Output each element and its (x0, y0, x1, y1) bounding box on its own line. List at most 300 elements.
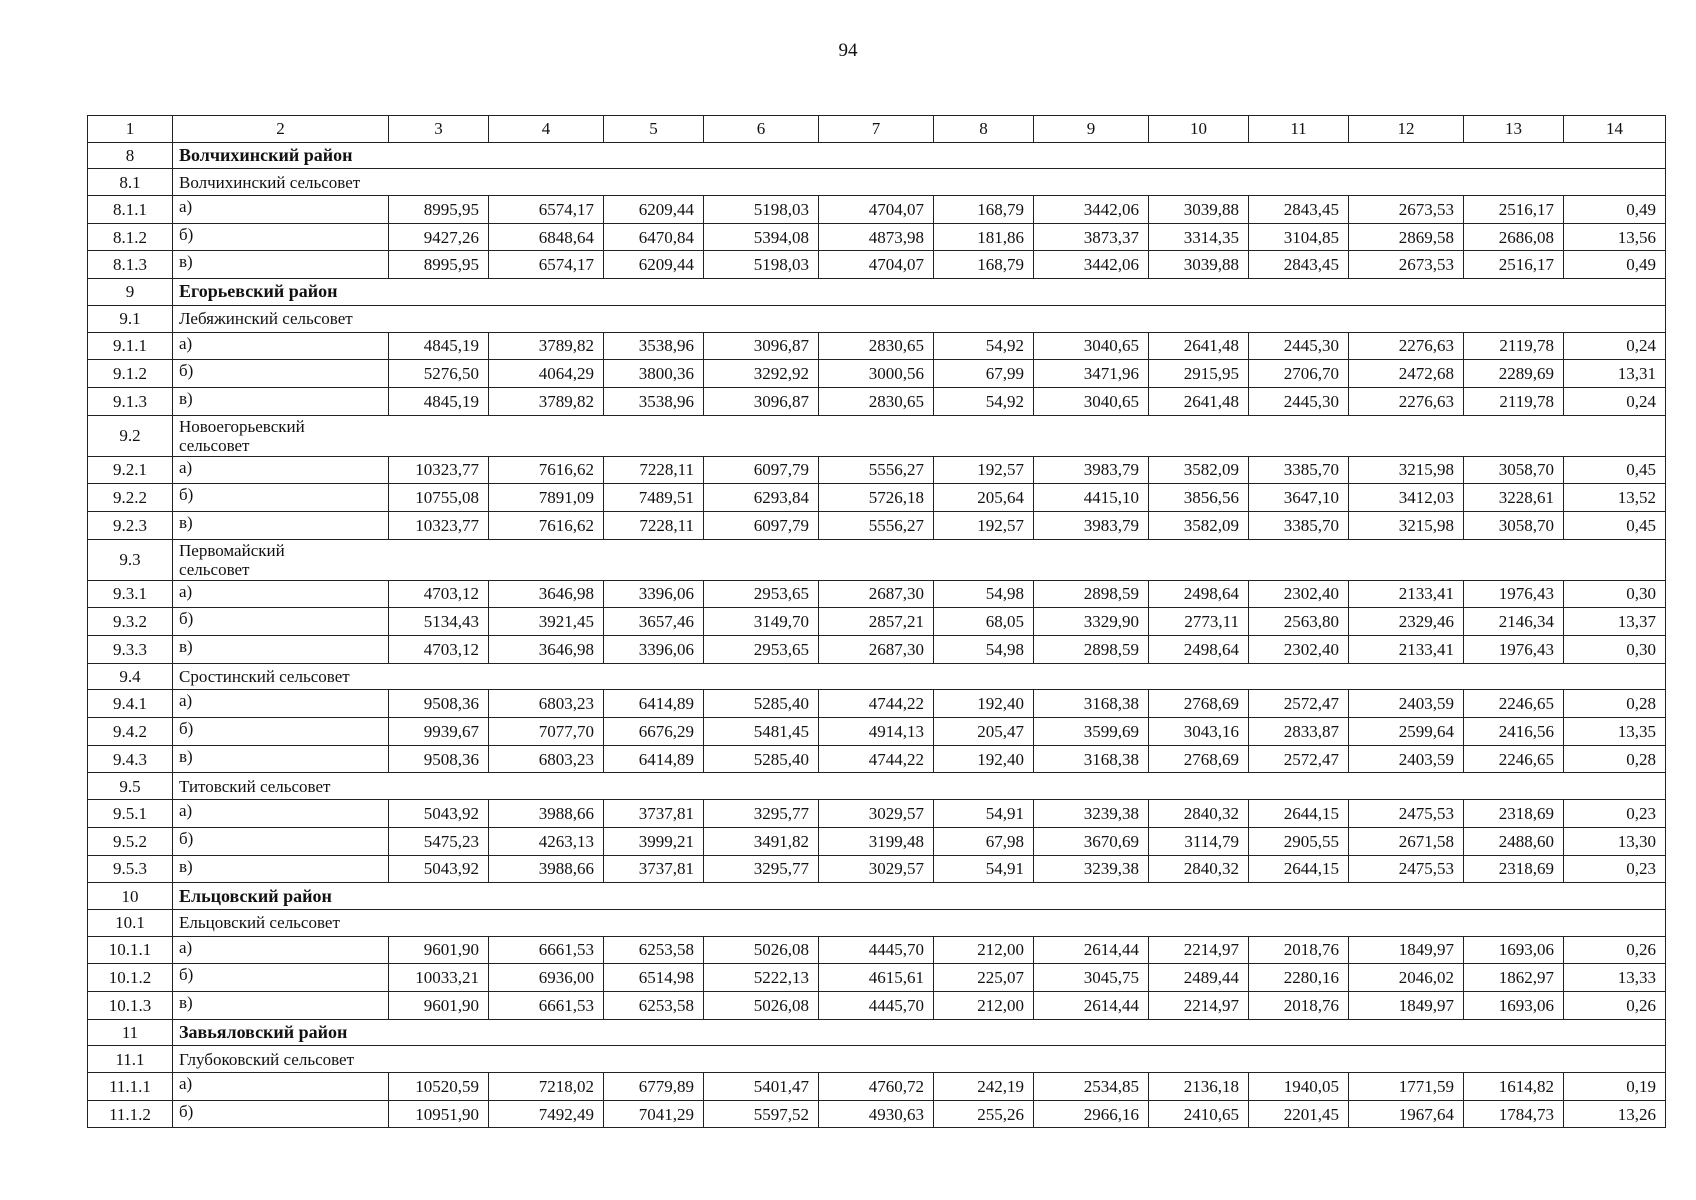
value-cell: 7489,51 (604, 484, 704, 512)
row-number: 9.4 (88, 663, 173, 690)
value-cell: 54,98 (934, 636, 1034, 664)
value-cell: 5043,92 (389, 800, 489, 828)
value-cell: 3104,85 (1249, 223, 1349, 251)
table-row (88, 608, 1666, 636)
value-cell: 4845,19 (389, 332, 489, 360)
variant-label: б) (173, 360, 389, 388)
value-cell: 2671,58 (1349, 827, 1464, 855)
table-row (88, 387, 1666, 415)
value-cell: 3442,06 (1034, 196, 1149, 224)
value-cell: 3149,70 (704, 608, 819, 636)
value-cell: 2119,78 (1464, 332, 1564, 360)
value-cell: 4930,63 (819, 1100, 934, 1128)
value-cell: 1862,97 (1464, 964, 1564, 992)
value-cell: 4704,07 (819, 196, 934, 224)
value-cell: 192,40 (934, 745, 1034, 773)
variant-label: а) (173, 456, 389, 484)
row-number: 9.5 (88, 773, 173, 800)
variant-label: а) (173, 332, 389, 360)
table-row (88, 936, 1666, 964)
value-cell: 3737,81 (604, 855, 704, 883)
value-cell: 3096,87 (704, 332, 819, 360)
value-cell: 5043,92 (389, 855, 489, 883)
council-name: Титовский сельсовет (173, 773, 1666, 800)
value-cell: 2488,60 (1464, 827, 1564, 855)
value-cell: 5285,40 (704, 690, 819, 718)
table-row (88, 456, 1666, 484)
council-row (88, 169, 1666, 196)
value-cell: 6514,98 (604, 964, 704, 992)
value-cell: 3215,98 (1349, 456, 1464, 484)
column-number-header: 9 (1034, 116, 1149, 143)
row-number: 9.1.3 (88, 387, 173, 415)
value-cell: 2133,41 (1349, 580, 1464, 608)
value-cell: 4703,12 (389, 580, 489, 608)
value-cell: 3538,96 (604, 387, 704, 415)
variant-label: а) (173, 580, 389, 608)
value-cell: 3999,21 (604, 827, 704, 855)
value-cell: 3988,66 (489, 855, 604, 883)
value-cell: 54,92 (934, 387, 1034, 415)
value-cell: 5394,08 (704, 223, 819, 251)
value-cell: 7616,62 (489, 456, 604, 484)
value-cell: 0,23 (1564, 800, 1666, 828)
row-number: 9.1 (88, 305, 173, 332)
table-row (88, 1100, 1666, 1128)
value-cell: 2966,16 (1034, 1100, 1149, 1128)
value-cell: 3314,35 (1149, 223, 1249, 251)
value-cell: 5475,23 (389, 827, 489, 855)
value-cell: 4064,29 (489, 360, 604, 388)
value-cell: 2687,30 (819, 580, 934, 608)
value-cell: 13,35 (1564, 718, 1666, 746)
value-cell: 2403,59 (1349, 690, 1464, 718)
value-cell: 2318,69 (1464, 800, 1564, 828)
value-cell: 2840,32 (1149, 800, 1249, 828)
value-cell: 0,49 (1564, 196, 1666, 224)
value-cell: 54,98 (934, 580, 1034, 608)
variant-label: а) (173, 690, 389, 718)
value-cell: 1614,82 (1464, 1073, 1564, 1101)
value-cell: 0,49 (1564, 251, 1666, 279)
value-cell: 13,33 (1564, 964, 1666, 992)
value-cell: 2119,78 (1464, 387, 1564, 415)
column-number-header: 7 (819, 116, 934, 143)
value-cell: 3168,38 (1034, 745, 1149, 773)
value-cell: 3800,36 (604, 360, 704, 388)
column-number-header: 14 (1564, 116, 1666, 143)
value-cell: 2644,15 (1249, 855, 1349, 883)
value-cell: 4914,13 (819, 718, 934, 746)
value-cell: 3873,37 (1034, 223, 1149, 251)
value-cell: 6414,89 (604, 745, 704, 773)
value-cell: 3491,82 (704, 827, 819, 855)
table-row (88, 745, 1666, 773)
value-cell: 255,26 (934, 1100, 1034, 1128)
value-cell: 3295,77 (704, 855, 819, 883)
row-number: 11.1.2 (88, 1100, 173, 1128)
row-number: 8.1.3 (88, 251, 173, 279)
value-cell: 5556,27 (819, 456, 934, 484)
value-cell: 2768,69 (1149, 745, 1249, 773)
variant-label: б) (173, 1100, 389, 1128)
district-name: Волчихинский район (173, 142, 1666, 169)
value-cell: 4845,19 (389, 387, 489, 415)
value-cell: 3114,79 (1149, 827, 1249, 855)
value-cell: 3983,79 (1034, 456, 1149, 484)
value-cell: 4704,07 (819, 251, 934, 279)
variant-label: в) (173, 855, 389, 883)
value-cell: 54,91 (934, 855, 1034, 883)
council-row (88, 1046, 1666, 1073)
value-cell: 2905,55 (1249, 827, 1349, 855)
value-cell: 1771,59 (1349, 1073, 1464, 1101)
value-cell: 192,57 (934, 511, 1034, 539)
value-cell: 3040,65 (1034, 332, 1149, 360)
value-cell: 3228,61 (1464, 484, 1564, 512)
row-number: 9.5.3 (88, 855, 173, 883)
value-cell: 3329,90 (1034, 608, 1149, 636)
value-cell: 3058,70 (1464, 456, 1564, 484)
table-row (88, 718, 1666, 746)
value-cell: 6414,89 (604, 690, 704, 718)
value-cell: 3789,82 (489, 332, 604, 360)
value-cell: 4263,13 (489, 827, 604, 855)
value-cell: 7228,11 (604, 456, 704, 484)
value-cell: 3670,69 (1034, 827, 1149, 855)
value-cell: 0,26 (1564, 936, 1666, 964)
variant-label: в) (173, 387, 389, 415)
value-cell: 3045,75 (1034, 964, 1149, 992)
value-cell: 6779,89 (604, 1073, 704, 1101)
value-cell: 2673,53 (1349, 251, 1464, 279)
value-cell: 4445,70 (819, 991, 934, 1019)
value-cell: 205,47 (934, 718, 1034, 746)
value-cell: 2898,59 (1034, 580, 1149, 608)
value-cell: 3295,77 (704, 800, 819, 828)
council-name: Сростинский сельсовет (173, 663, 1666, 690)
value-cell: 9601,90 (389, 936, 489, 964)
value-cell: 0,30 (1564, 580, 1666, 608)
value-cell: 3983,79 (1034, 511, 1149, 539)
value-cell: 2133,41 (1349, 636, 1464, 664)
table-row (88, 690, 1666, 718)
district-row (88, 279, 1666, 306)
value-cell: 5556,27 (819, 511, 934, 539)
value-cell: 0,28 (1564, 690, 1666, 718)
council-name-text: Новоегорьевский сельсовет (179, 416, 305, 455)
council-name: Ельцовский сельсовет (173, 909, 1666, 936)
value-cell: 3039,88 (1149, 251, 1249, 279)
value-cell: 212,00 (934, 936, 1034, 964)
value-cell: 2246,65 (1464, 745, 1564, 773)
table-row (88, 196, 1666, 224)
row-number: 11.1 (88, 1046, 173, 1073)
value-cell: 13,52 (1564, 484, 1666, 512)
value-cell: 3385,70 (1249, 456, 1349, 484)
value-cell: 2843,45 (1249, 251, 1349, 279)
value-cell: 10520,59 (389, 1073, 489, 1101)
value-cell: 7228,11 (604, 511, 704, 539)
value-cell: 7492,49 (489, 1100, 604, 1128)
table-row (88, 991, 1666, 1019)
value-cell: 2614,44 (1034, 936, 1149, 964)
value-cell: 2572,47 (1249, 745, 1349, 773)
value-cell: 2416,56 (1464, 718, 1564, 746)
value-cell: 6097,79 (704, 456, 819, 484)
variant-label: в) (173, 991, 389, 1019)
council-row (88, 773, 1666, 800)
value-cell: 2563,80 (1249, 608, 1349, 636)
value-cell: 3538,96 (604, 332, 704, 360)
value-cell: 10323,77 (389, 511, 489, 539)
value-cell: 5726,18 (819, 484, 934, 512)
value-cell: 2489,44 (1149, 964, 1249, 992)
value-cell: 5401,47 (704, 1073, 819, 1101)
value-cell: 0,45 (1564, 511, 1666, 539)
variant-label: б) (173, 827, 389, 855)
council-name: Волчихинский сельсовет (173, 169, 1666, 196)
value-cell: 4744,22 (819, 690, 934, 718)
value-cell: 2498,64 (1149, 636, 1249, 664)
value-cell: 6848,64 (489, 223, 604, 251)
row-number: 10.1 (88, 909, 173, 936)
value-cell: 10323,77 (389, 456, 489, 484)
row-number: 9.3 (88, 539, 173, 580)
value-cell: 3412,03 (1349, 484, 1464, 512)
value-cell: 54,91 (934, 800, 1034, 828)
value-cell: 2953,65 (704, 636, 819, 664)
row-number: 9 (88, 279, 173, 306)
value-cell: 1693,06 (1464, 936, 1564, 964)
row-number: 11.1.1 (88, 1073, 173, 1101)
value-cell: 2302,40 (1249, 580, 1349, 608)
variant-label: а) (173, 936, 389, 964)
value-cell: 5222,13 (704, 964, 819, 992)
value-cell: 3599,69 (1034, 718, 1149, 746)
value-cell: 9508,36 (389, 690, 489, 718)
value-cell: 2614,44 (1034, 991, 1149, 1019)
value-cell: 6253,58 (604, 936, 704, 964)
value-cell: 3199,48 (819, 827, 934, 855)
table-row (88, 251, 1666, 279)
council-name-text: Первомайский сельсовет (179, 540, 285, 579)
value-cell: 10951,90 (389, 1100, 489, 1128)
column-number-header: 6 (704, 116, 819, 143)
value-cell: 3040,65 (1034, 387, 1149, 415)
district-row (88, 1019, 1666, 1046)
value-cell: 2599,64 (1349, 718, 1464, 746)
council-row (88, 663, 1666, 690)
row-number: 9.2.3 (88, 511, 173, 539)
value-cell: 7218,02 (489, 1073, 604, 1101)
value-cell: 3043,16 (1149, 718, 1249, 746)
value-cell: 3239,38 (1034, 800, 1149, 828)
variant-label: а) (173, 800, 389, 828)
council-row (88, 415, 1666, 456)
variant-label: в) (173, 745, 389, 773)
variant-label: б) (173, 718, 389, 746)
value-cell: 6097,79 (704, 511, 819, 539)
value-cell: 3215,98 (1349, 511, 1464, 539)
value-cell: 3168,38 (1034, 690, 1149, 718)
value-cell: 3856,56 (1149, 484, 1249, 512)
value-cell: 1849,97 (1349, 936, 1464, 964)
value-cell: 1976,43 (1464, 636, 1564, 664)
value-cell: 2857,21 (819, 608, 934, 636)
value-cell: 3646,98 (489, 580, 604, 608)
column-number-header: 8 (934, 116, 1034, 143)
value-cell: 6936,00 (489, 964, 604, 992)
value-cell: 4873,98 (819, 223, 934, 251)
value-cell: 3921,45 (489, 608, 604, 636)
value-cell: 2046,02 (1349, 964, 1464, 992)
value-cell: 5198,03 (704, 251, 819, 279)
value-cell: 2018,76 (1249, 991, 1349, 1019)
council-name (173, 539, 1666, 580)
value-cell: 2302,40 (1249, 636, 1349, 664)
value-cell: 2445,30 (1249, 387, 1349, 415)
value-cell: 8995,95 (389, 251, 489, 279)
value-cell: 3292,92 (704, 360, 819, 388)
value-cell: 4615,61 (819, 964, 934, 992)
value-cell: 9427,26 (389, 223, 489, 251)
value-cell: 168,79 (934, 196, 1034, 224)
value-cell: 192,40 (934, 690, 1034, 718)
table-row (88, 636, 1666, 664)
value-cell: 3789,82 (489, 387, 604, 415)
value-cell: 1849,97 (1349, 991, 1464, 1019)
council-row (88, 539, 1666, 580)
row-number: 10.1.1 (88, 936, 173, 964)
value-cell: 3396,06 (604, 580, 704, 608)
value-cell: 2833,87 (1249, 718, 1349, 746)
value-cell: 5198,03 (704, 196, 819, 224)
header-row (88, 116, 1666, 143)
value-cell: 2475,53 (1349, 800, 1464, 828)
table-row (88, 580, 1666, 608)
value-cell: 6661,53 (489, 991, 604, 1019)
value-cell: 4760,72 (819, 1073, 934, 1101)
value-cell: 0,30 (1564, 636, 1666, 664)
value-cell: 6209,44 (604, 196, 704, 224)
value-cell: 2289,69 (1464, 360, 1564, 388)
value-cell: 3442,06 (1034, 251, 1149, 279)
column-number-header: 12 (1349, 116, 1464, 143)
value-cell: 5134,43 (389, 608, 489, 636)
value-cell: 3582,09 (1149, 456, 1249, 484)
district-name: Егорьевский район (173, 279, 1666, 306)
value-cell: 1940,05 (1249, 1073, 1349, 1101)
value-cell: 4744,22 (819, 745, 934, 773)
value-cell: 2687,30 (819, 636, 934, 664)
variant-label: б) (173, 223, 389, 251)
value-cell: 9508,36 (389, 745, 489, 773)
value-cell: 4703,12 (389, 636, 489, 664)
value-cell: 192,57 (934, 456, 1034, 484)
value-cell: 205,64 (934, 484, 1034, 512)
value-cell: 6470,84 (604, 223, 704, 251)
row-number: 11 (88, 1019, 173, 1046)
value-cell: 2516,17 (1464, 251, 1564, 279)
value-cell: 2146,34 (1464, 608, 1564, 636)
council-row (88, 909, 1666, 936)
value-cell: 6574,17 (489, 196, 604, 224)
value-cell: 3647,10 (1249, 484, 1349, 512)
variant-label: б) (173, 964, 389, 992)
value-cell: 3471,96 (1034, 360, 1149, 388)
table-row (88, 484, 1666, 512)
value-cell: 1967,64 (1349, 1100, 1464, 1128)
value-cell: 1693,06 (1464, 991, 1564, 1019)
value-cell: 5597,52 (704, 1100, 819, 1128)
row-number: 9.4.1 (88, 690, 173, 718)
value-cell: 2830,65 (819, 387, 934, 415)
table-row (88, 332, 1666, 360)
value-cell: 6803,23 (489, 745, 604, 773)
value-cell: 212,00 (934, 991, 1034, 1019)
council-name: Лебяжинский сельсовет (173, 305, 1666, 332)
value-cell: 7616,62 (489, 511, 604, 539)
council-name: Глубоковский сельсовет (173, 1046, 1666, 1073)
value-cell: 8995,95 (389, 196, 489, 224)
district-row (88, 883, 1666, 910)
district-name: Ельцовский район (173, 883, 1666, 910)
variant-label: б) (173, 484, 389, 512)
row-number: 9.2.2 (88, 484, 173, 512)
column-number-header: 5 (604, 116, 704, 143)
value-cell: 3096,87 (704, 387, 819, 415)
row-number: 9.2 (88, 415, 173, 456)
value-cell: 2018,76 (1249, 936, 1349, 964)
value-cell: 2318,69 (1464, 855, 1564, 883)
value-cell: 2898,59 (1034, 636, 1149, 664)
value-cell: 2214,97 (1149, 991, 1249, 1019)
value-cell: 3582,09 (1149, 511, 1249, 539)
value-cell: 2830,65 (819, 332, 934, 360)
value-cell: 2534,85 (1034, 1073, 1149, 1101)
table-row (88, 223, 1666, 251)
value-cell: 2498,64 (1149, 580, 1249, 608)
value-cell: 0,45 (1564, 456, 1666, 484)
value-cell: 6293,84 (704, 484, 819, 512)
value-cell: 2686,08 (1464, 223, 1564, 251)
value-cell: 2572,47 (1249, 690, 1349, 718)
value-cell: 3737,81 (604, 800, 704, 828)
table-row (88, 511, 1666, 539)
value-cell: 2915,95 (1149, 360, 1249, 388)
value-cell: 5285,40 (704, 745, 819, 773)
value-cell: 4445,70 (819, 936, 934, 964)
value-cell: 13,31 (1564, 360, 1666, 388)
value-cell: 4415,10 (1034, 484, 1149, 512)
column-number-header: 10 (1149, 116, 1249, 143)
value-cell: 67,99 (934, 360, 1034, 388)
value-cell: 3000,56 (819, 360, 934, 388)
value-cell: 2843,45 (1249, 196, 1349, 224)
row-number: 9.5.2 (88, 827, 173, 855)
value-cell: 5026,08 (704, 936, 819, 964)
column-number-header: 1 (88, 116, 173, 143)
value-cell: 2403,59 (1349, 745, 1464, 773)
value-cell: 2641,48 (1149, 332, 1249, 360)
row-number: 9.1.2 (88, 360, 173, 388)
column-number-header: 11 (1249, 116, 1349, 143)
row-number: 9.4.3 (88, 745, 173, 773)
value-cell: 2768,69 (1149, 690, 1249, 718)
value-cell: 2953,65 (704, 580, 819, 608)
value-cell: 9939,67 (389, 718, 489, 746)
